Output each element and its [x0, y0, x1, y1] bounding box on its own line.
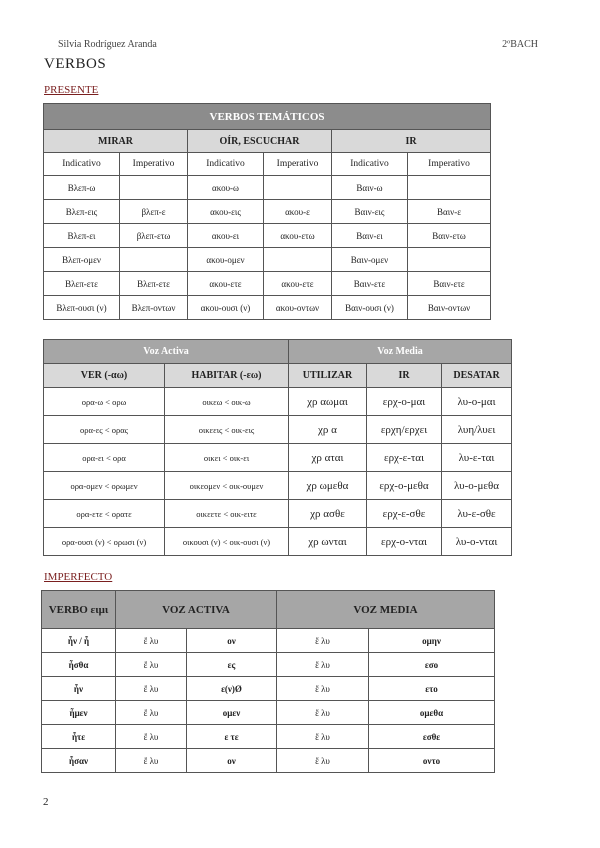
table-cell: ἔ λυ [116, 677, 187, 701]
table-cell: οικει < οικ-ει [165, 444, 289, 472]
table-cell: ἦσαν [42, 749, 116, 773]
table-row [42, 653, 495, 677]
verb-header: DESATAR [442, 364, 512, 388]
table-cell: ορα-ω < ορω [44, 388, 165, 416]
table-row [44, 224, 491, 248]
table-cell: ον [187, 629, 277, 653]
table-cell: ακου-εις [188, 200, 264, 224]
table-cell: Βλεπ-οντων [120, 296, 188, 320]
section-presente: PRESENTE [44, 84, 99, 96]
table-cell [120, 176, 188, 200]
table-cell: βλεπ-ε [120, 200, 188, 224]
table-cell: λυ-ε-σθε [442, 500, 512, 528]
table-cell: ἔ λυ [277, 653, 369, 677]
verb-header-mirar: MIRAR [44, 130, 188, 153]
table-cell: Βλεπ-ουσι (ν) [44, 296, 120, 320]
table-cell: ακου-ετε [264, 272, 332, 296]
table-cell: οικεετε < οικ-ειτε [165, 500, 289, 528]
table-cell: ἦν / ἦ [42, 629, 116, 653]
table-cell: ον [187, 749, 277, 773]
table-row [42, 629, 495, 653]
table-cell: ἔ λυ [116, 653, 187, 677]
table-cell: οικεομεν < οικ-ουμεν [165, 472, 289, 500]
mood-header: Imperativo [120, 153, 188, 176]
table-cell: Βαιν-ει [332, 224, 408, 248]
mood-header: Indicativo [332, 153, 408, 176]
table-row [44, 200, 491, 224]
table-cell: Βαιν-ετε [332, 272, 408, 296]
table-cell: Βλεπ-ει [44, 224, 120, 248]
header-verbo-eimi: VERBO ειμι [42, 591, 116, 629]
table-cell: οικουσι (ν) < οικ-ουσι (ν) [165, 528, 289, 556]
table-cell: εσθε [369, 725, 495, 749]
header-voz-activa: VOZ ACTIVA [116, 591, 277, 629]
table-cell: Βλεπ-ομεν [44, 248, 120, 272]
table-cell: ορα-ουσι (ν) < ορωσι (ν) [44, 528, 165, 556]
verb-header-oir: OÍR, ESCUCHAR [188, 130, 332, 153]
table-cell: ερχ-ο-μαι [367, 388, 442, 416]
table-cell: χρ α [289, 416, 367, 444]
table-cell [408, 176, 491, 200]
table-cell: Βαιν-εις [332, 200, 408, 224]
table-cell: χρ ασθε [289, 500, 367, 528]
course-label: 2ºBACH [502, 39, 538, 50]
table-title: VERBOS TEMÁTICOS [44, 104, 491, 130]
table-cell [120, 248, 188, 272]
table-cell: Βαιν-ετε [408, 272, 491, 296]
table-cell: ακου-ετω [264, 224, 332, 248]
voice-header-media: Voz Media [289, 340, 512, 364]
table-cell: χρ ωνται [289, 528, 367, 556]
table-cell: ἦν [42, 677, 116, 701]
table-cell: ετο [369, 677, 495, 701]
table-cell: χρ αται [289, 444, 367, 472]
table-cell: Βαιν-ετω [408, 224, 491, 248]
table-cell: βλεπ-ετω [120, 224, 188, 248]
verb-header: HABITAR (-εω) [165, 364, 289, 388]
table-cell: ερχ-ο-νται [367, 528, 442, 556]
table-cell: οικεεις < οικ-εις [165, 416, 289, 444]
table-cell: ἔ λυ [277, 629, 369, 653]
table-cell: ἦτε [42, 725, 116, 749]
table-cell: ερχ-ε-σθε [367, 500, 442, 528]
table-row [42, 749, 495, 773]
table-row [44, 296, 491, 320]
table-row [44, 444, 512, 472]
table-cell: ορα-ες < ορας [44, 416, 165, 444]
table-cell: Βαιν-ε [408, 200, 491, 224]
table-verbos-tematicos [43, 103, 491, 320]
table-row [42, 725, 495, 749]
section-imperfecto: IMPERFECTO [44, 571, 113, 583]
table-cell: ορα-ομεν < ορωμεν [44, 472, 165, 500]
table-cell: ἔ λυ [116, 701, 187, 725]
table-cell: ἔ λυ [116, 749, 187, 773]
table-cell: ακου-ετε [188, 272, 264, 296]
table-cell: χρ αωμαι [289, 388, 367, 416]
table-row [44, 176, 491, 200]
table-cell: Βλεπ-εις [44, 200, 120, 224]
table-cell [408, 248, 491, 272]
table-cell: ες [187, 653, 277, 677]
table-cell: λυ-ο-μαι [442, 388, 512, 416]
page-title: VERBOS [44, 56, 107, 72]
table-cell: χρ ωμεθα [289, 472, 367, 500]
table-row [44, 248, 491, 272]
table-cell: λυ-ο-μεθα [442, 472, 512, 500]
table-cell: Βλεπ-ω [44, 176, 120, 200]
table-cell: ακου-ει [188, 224, 264, 248]
verb-header-ir: IR [332, 130, 491, 153]
table-cell: Βαιν-ουσι (ν) [332, 296, 408, 320]
header-voz-media: VOZ MEDIA [277, 591, 495, 629]
table-row [44, 472, 512, 500]
table-row [44, 388, 512, 416]
table-cell: Βλεπ-ετε [44, 272, 120, 296]
table-cell: ομην [369, 629, 495, 653]
table-cell: ε τε [187, 725, 277, 749]
table-cell: οντο [369, 749, 495, 773]
mood-header: Imperativo [408, 153, 491, 176]
table-cell: ακου-ουσι (ν) [188, 296, 264, 320]
table-cell: Βαιν-οντων [408, 296, 491, 320]
table-cell [264, 248, 332, 272]
table-cell: ορα-ετε < ορατε [44, 500, 165, 528]
table-imperfecto [41, 590, 495, 773]
table-contractos [43, 339, 512, 556]
table-cell: ομεν [187, 701, 277, 725]
table-cell: ἔ λυ [277, 677, 369, 701]
table-cell: ἦσθα [42, 653, 116, 677]
table-cell: λυ-ε-ται [442, 444, 512, 472]
mood-header: Imperativo [264, 153, 332, 176]
table-cell: οικεω < οικ-ω [165, 388, 289, 416]
table-cell: ερχ-ε-ται [367, 444, 442, 472]
table-cell: εσο [369, 653, 495, 677]
table-cell: ακου-οντων [264, 296, 332, 320]
table-cell: ε(ν)Ø [187, 677, 277, 701]
table-cell: Βαιν-ομεν [332, 248, 408, 272]
table-row [44, 500, 512, 528]
table-cell: λυη/λυει [442, 416, 512, 444]
table-cell: ακου-ε [264, 200, 332, 224]
table-cell [264, 176, 332, 200]
verb-header: UTILIZAR [289, 364, 367, 388]
mood-header: Indicativo [188, 153, 264, 176]
table-cell: Βλεπ-ετε [120, 272, 188, 296]
voice-header-activa: Voz Activa [44, 340, 289, 364]
table-cell: ακου-ω [188, 176, 264, 200]
table-cell: Βαιν-ω [332, 176, 408, 200]
table-cell: ἔ λυ [277, 749, 369, 773]
table-cell: ακου-ομεν [188, 248, 264, 272]
table-cell: ερχ-ο-μεθα [367, 472, 442, 500]
table-row [44, 416, 512, 444]
verb-header: VER (-αω) [44, 364, 165, 388]
page-number: 2 [43, 796, 49, 808]
table-row [42, 677, 495, 701]
verb-header: IR [367, 364, 442, 388]
table-cell: ἔ λυ [116, 725, 187, 749]
mood-header: Indicativo [44, 153, 120, 176]
table-cell: ἔ λυ [277, 701, 369, 725]
table-row [42, 701, 495, 725]
table-cell: ομεθα [369, 701, 495, 725]
table-cell: ἦμεν [42, 701, 116, 725]
table-cell: ερχη/ερχει [367, 416, 442, 444]
table-cell: ορα-ει < ορα [44, 444, 165, 472]
table-cell: λυ-ο-νται [442, 528, 512, 556]
table-cell: ἔ λυ [277, 725, 369, 749]
table-row [44, 272, 491, 296]
author-name: Silvia Rodríguez Aranda [58, 39, 157, 50]
table-row [44, 528, 512, 556]
table-cell: ἔ λυ [116, 629, 187, 653]
